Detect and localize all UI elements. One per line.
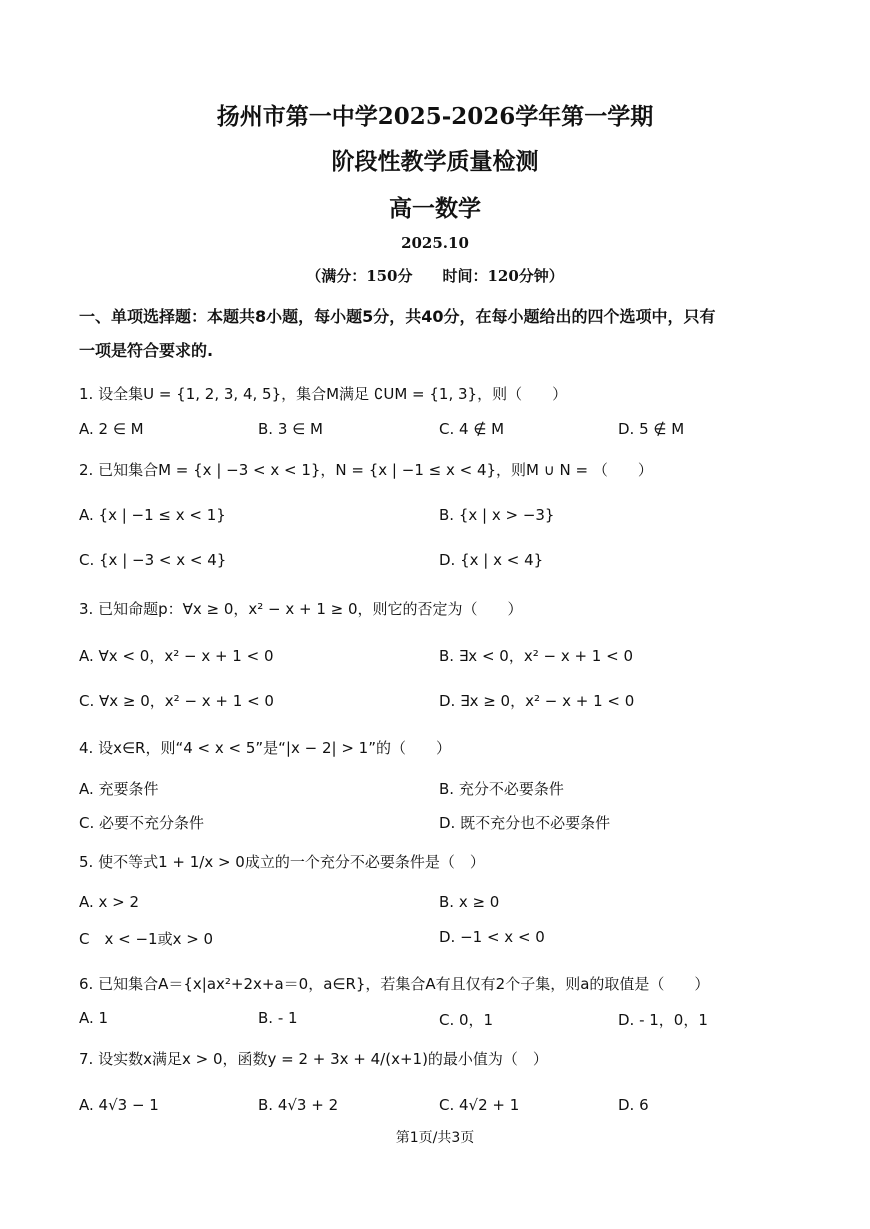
- question-1-option-d: D. 5 ∉ M: [618, 420, 685, 438]
- question-1-option-b: B. 3 ∈ M: [258, 420, 323, 438]
- question-3-option-c: C. ∀x ≥ 0，x² − x + 1 < 0: [79, 692, 274, 710]
- question-6-option-b: B. - 1: [258, 1009, 298, 1027]
- question-7-option-a: A. 4√3 − 1: [79, 1096, 159, 1114]
- question-1-option-a: A. 2 ∈ M: [79, 420, 144, 438]
- question-7-stem: 7. 设实数x满足x > 0，函数y = 2 + 3x + 4/(x+1)的最小值为（ ）: [79, 1050, 548, 1068]
- exam-title-school: 扬州市第一中学2025-2026学年第一学期: [216, 103, 654, 130]
- exam-meta: （满分：150分 时间：120分钟）: [306, 267, 564, 285]
- question-2-option-b: B. {x | x > −3}: [439, 506, 555, 524]
- question-6-option-c: C. 0，1: [439, 1011, 494, 1029]
- question-2-option-a: A. {x | −1 ≤ x < 1}: [79, 506, 226, 524]
- question-5-option-d: D. −1 < x < 0: [439, 928, 545, 946]
- question-7-option-d: D. 6: [618, 1096, 649, 1114]
- question-4-option-c: C. 必要不充分条件: [79, 814, 205, 832]
- question-5-option-a: A. x > 2: [79, 893, 140, 911]
- question-5-stem: 5. 使不等式1 + 1/x > 0成立的一个充分不必要条件是（ ）: [79, 853, 485, 871]
- question-4-option-d: D. 既不充分也不必要条件: [439, 814, 611, 832]
- question-3-stem: 3. 已知命题p：∀x ≥ 0，x² − x + 1 ≥ 0，则它的否定为（ ）: [79, 600, 523, 618]
- question-6-option-d: D. - 1，0，1: [618, 1011, 708, 1029]
- question-1-stem: 1. 设全集U = {1, 2, 3, 4, 5}，集合M满足 ∁UM = {1, 3}，则（ ）: [79, 385, 568, 403]
- question-5-option-c: C x < −1或x > 0: [79, 930, 214, 948]
- question-3-option-d: D. ∃x ≥ 0，x² − x + 1 < 0: [439, 692, 635, 710]
- question-7-option-b: B. 4√3 + 2: [258, 1096, 339, 1114]
- question-5-option-b: B. x ≥ 0: [439, 893, 500, 911]
- section-heading-line2: 一项是符合要求的.: [79, 341, 214, 360]
- page-footer: 第1页/共3页: [395, 1130, 475, 1146]
- question-3-option-b: B. ∃x < 0，x² − x + 1 < 0: [439, 647, 633, 665]
- exam-title-test: 阶段性教学质量检测: [331, 148, 539, 175]
- question-4-option-b: B. 充分不必要条件: [439, 780, 564, 798]
- question-4-stem: 4. 设x∈R，则“4 < x < 5”是“|x − 2| > 1”的（ ）: [79, 739, 451, 757]
- section-heading-line1: 一、单项选择题：本题共8小题，每小题5分，共40分，在每小题给出的四个选项中，只有: [79, 307, 716, 326]
- question-6-option-a: A. 1: [79, 1009, 109, 1027]
- question-2-stem: 2. 已知集合M = {x | −3 < x < 1}，N = {x | −1 ≤ x < 4}，则M ∪ N = （ ）: [79, 461, 653, 479]
- question-2-option-d: D. {x | x < 4}: [439, 551, 544, 569]
- question-3-option-a: A. ∀x < 0，x² − x + 1 < 0: [79, 647, 274, 665]
- question-2-option-c: C. {x | −3 < x < 4}: [79, 551, 227, 569]
- question-7-option-c: C. 4√2 + 1: [439, 1096, 520, 1114]
- question-6-stem: 6. 已知集合A＝{x|ax²+2x+a＝0，a∈R}，若集合A有且仅有2个子集，则a的取值是（ ）: [79, 975, 710, 993]
- exam-title-subject: 高一数学: [389, 195, 481, 222]
- question-1-option-c: C. 4 ∉ M: [439, 420, 505, 438]
- exam-date: 2025.10: [401, 234, 469, 252]
- question-4-option-a: A. 充要条件: [79, 780, 159, 798]
